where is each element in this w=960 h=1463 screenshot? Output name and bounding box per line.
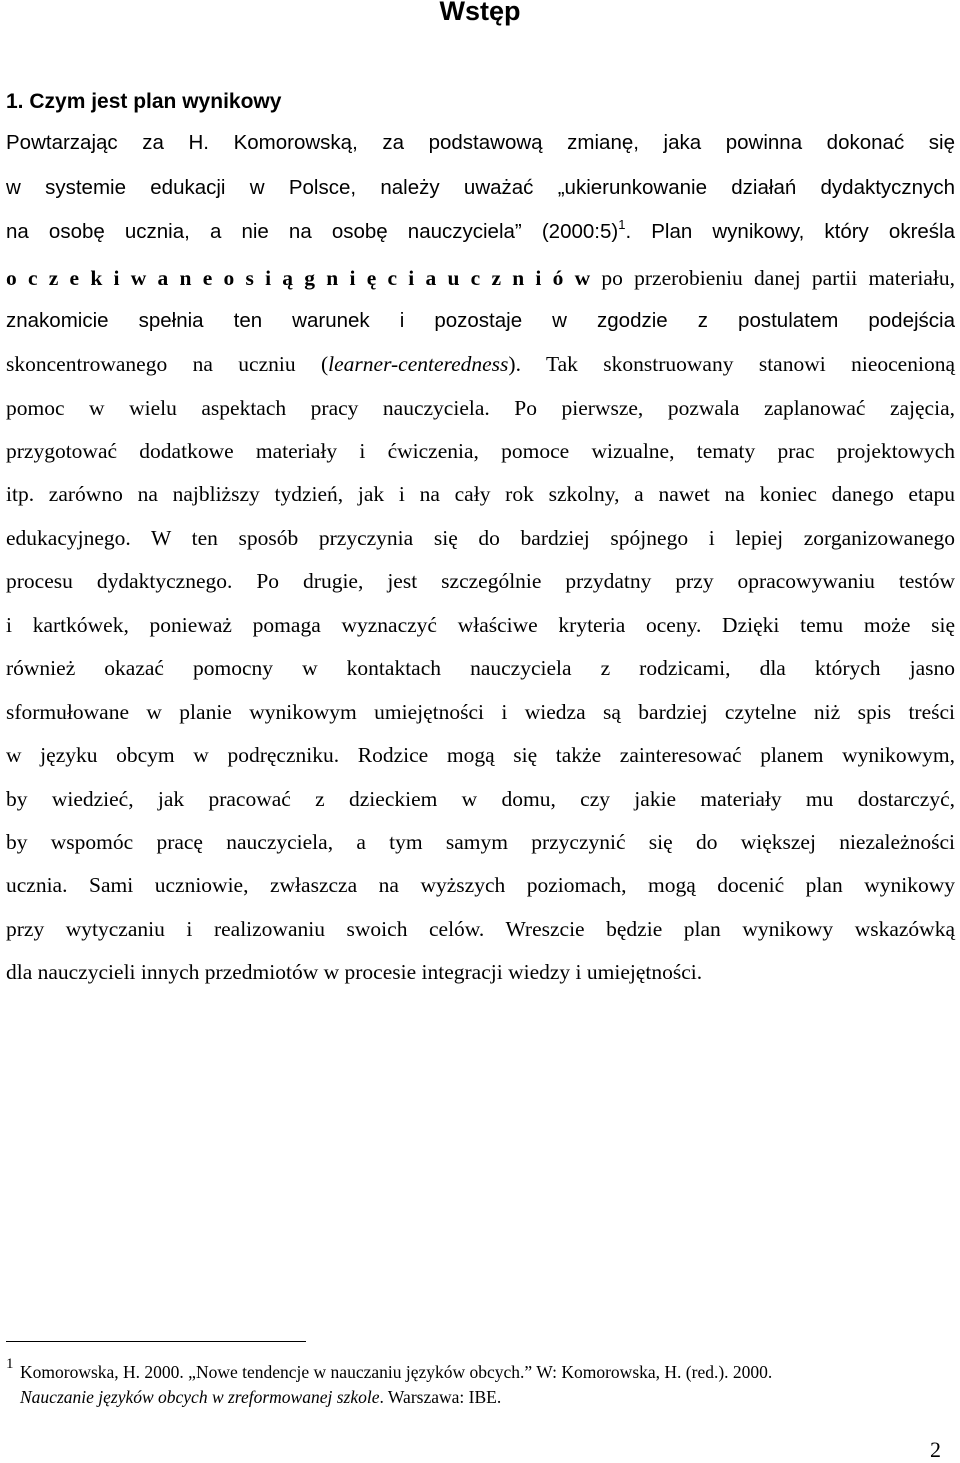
body-line: również okazać pomocny w kontaktach nauczyciela z rodzicami, dla których jasno <box>6 656 955 680</box>
body-line: by wiedzieć, jak pracować z dzieckiem w domu, czy jakie materiały mu dostarczyć, <box>6 787 955 811</box>
footnote-book-title: Nauczanie języków obcych w zreformowanej szkole <box>20 1387 380 1407</box>
body-line: pomoc w wielu aspektach pracy nauczyciela. Po pierwsze, pozwala zaplanować zajęcia, <box>6 396 955 420</box>
body-text: skoncentrowanego na uczniu ( <box>6 352 329 376</box>
body-line: edukacyjnego. W ten sposób przyczynia się do bardziej spójnego i lepiej zorganizowanego <box>6 526 955 550</box>
body-line: itp. zarówno na najbliższy tydzień, jak i na cały rok szkolny, a nawet na koniec danego etapu <box>6 482 955 506</box>
body-line: przygotować dodatkowe materiały i ćwiczenia, pomoce wizualne, tematy prac projektowych <box>6 439 955 463</box>
page-number: 2 <box>930 1437 941 1462</box>
body-line: przy wytyczaniu i realizowaniu swoich celów. Wreszcie będzie plan wynikowy wskazówką <box>6 917 955 941</box>
spaced-emphasis: o c z e k i w a n e o s i ą g n i ę c i a u c z n i ó w <box>6 266 591 290</box>
body-line: dla nauczycieli innych przedmiotów w procesie integracji wiedzy i umiejętności. <box>6 960 703 984</box>
footnote-text: . Warszawa: IBE. <box>379 1387 502 1407</box>
body-line: by wspomóc pracę nauczyciela, a tym samym przyczynić się do większej niezależności <box>6 830 955 854</box>
body-line: ucznia. Sami uczniowie, zwłaszcza na wyższych poziomach, mogą docenić plan wynikowy <box>6 873 955 897</box>
body-line <box>6 348 955 380</box>
body-line: znakomicie spełnia ten warunek i pozostaje w zgodzie z postulatem podejścia <box>6 309 955 332</box>
footnote-line <box>6 1356 955 1384</box>
body-line <box>6 262 955 294</box>
page-title: Wstęp <box>439 0 521 26</box>
body-text: na osobę ucznia, a nie na osobę nauczyciela” (2000:5) <box>6 220 619 243</box>
body-line: i kartkówek, ponieważ pomaga wyznaczyć właściwe kryteria oceny. Dzięki temu może się <box>6 613 955 637</box>
footnote-number: 1 <box>6 1356 14 1372</box>
body-line <box>6 216 955 248</box>
body-line: Powtarzając za H. Komorowską, za podstawową zmianę, jaka powinna dokonać się <box>6 131 955 154</box>
footnote-separator <box>6 1341 306 1342</box>
section-heading: 1. Czym jest plan wynikowy <box>6 90 282 113</box>
footnote-text: Komorowska, H. 2000. „Nowe tendencje w nauczaniu języków obcych.” W: Komorowska, H. (red.). 2000. <box>20 1362 773 1382</box>
footnote-line <box>6 1385 955 1409</box>
body-text: . Plan wynikowy, który określa <box>625 220 955 243</box>
body-line: sformułowane w planie wynikowym umiejętności i wiedza są bardziej czytelne niż spis treści <box>6 700 955 724</box>
italic-term: learner-centeredness <box>328 352 509 376</box>
body-line: w języku obcym w podręczniku. Rodzice mogą się także zainteresować planem wynikowym, <box>6 743 955 767</box>
body-text: po przerobieniu danej partii materiału, <box>601 266 955 290</box>
footnote-ref: 1 <box>618 217 626 232</box>
body-line: w systemie edukacji w Polsce, należy uważać „ukierunkowanie działań dydaktycznych <box>6 176 955 199</box>
body-text: ). Tak skonstruowany stanowi nieocenioną <box>508 352 955 376</box>
body-line: procesu dydaktycznego. Po drugie, jest szczególnie przydatny przy opracowywaniu testów <box>6 569 955 593</box>
